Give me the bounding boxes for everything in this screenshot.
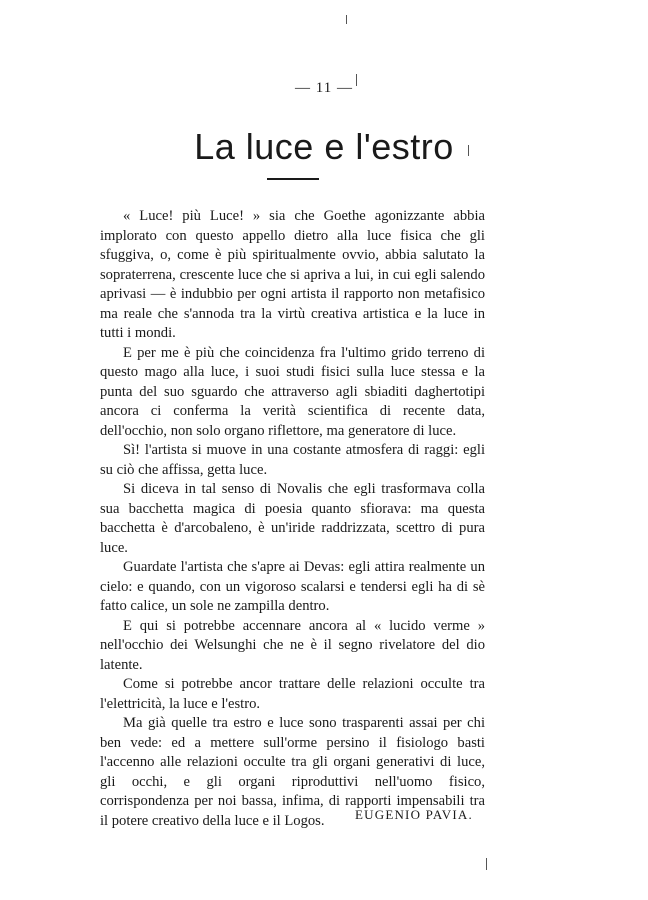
page-number: — 11 —: [295, 80, 353, 96]
paragraph: Ma già quelle tra estro e luce sono trasparenti assai per chi ben vede: ed a mettere sull'orme persino il fisiologo basti l'accenno alle relazioni occulte tra gli organi generativi di luce, gli occhi, e gli organi riproduttivi nell'uomo fisico, corrispondenza per noi bassa, infima, di rapporti impensabili tra il potere creativo della luce e il Logos.: [100, 715, 485, 829]
paragraph: E qui si potrebbe accennare ancora al « lucido verme » nell'occhio dei Welsunghi che ne è il segno rivelatore del dio latente.: [100, 617, 485, 673]
paragraph: Si diceva in tal senso di Novalis che egli trasformava colla sua bacchetta magica di poesia quanto sfiorava: ma questa bacchetta è d'arcobaleno, è un'iride raddrizzata, scettro di pura luce.: [100, 481, 485, 556]
scan-speck: [468, 145, 469, 156]
title-underline: [267, 178, 319, 180]
paragraph: E per me è più che coincidenza fra l'ultimo grido terreno di questo mago alla luce, i suoi studi fisici sulla luce stessa e la punta del suo sguardo che attraverso agli sbiaditi daghertotipi ancora ci conferma la verità scientifica di recente data, dell'occhio, non solo organo riflettore, ma generatore di luce.: [100, 344, 485, 439]
article-body: [100, 207, 485, 831]
scan-speck: [486, 858, 487, 870]
author-signature: EUGENIO PAVIA.: [355, 807, 473, 822]
paragraph: Sì! l'artista si muove in una costante atmosfera di raggi: egli su ciò che affissa, getta luce.: [100, 442, 485, 478]
scan-speck: [346, 15, 347, 24]
article-title: La luce e l'estro: [194, 126, 454, 167]
scan-speck: [356, 74, 357, 86]
paragraph: « Luce! più Luce! » sia che Goethe agonizzante abbia implorato con questo appello dietro alla luce fisica che gli sfuggiva, o, come è più spiritualmente ovvio, abbia salutato la sopraterrena, crescente luce che si apriva a lui, in cui egli salendo aprivasi — è indubbio per ogni artista il rapporto non metafisico ma reale che s'annoda tra la virtù creativa artistica e la luce in tutti i mondi.: [100, 208, 485, 341]
paragraph: Come si potrebbe ancor trattare delle relazioni occulte tra l'elettricità, la luce e l'estro.: [100, 676, 485, 712]
paragraph: Guardate l'artista che s'apre ai Devas: egli attira realmente un cielo: e quando, con un vigoroso scalarsi e tendersi egli ha di sè fatto calice, un sole ne zampilla dentro.: [100, 559, 485, 614]
